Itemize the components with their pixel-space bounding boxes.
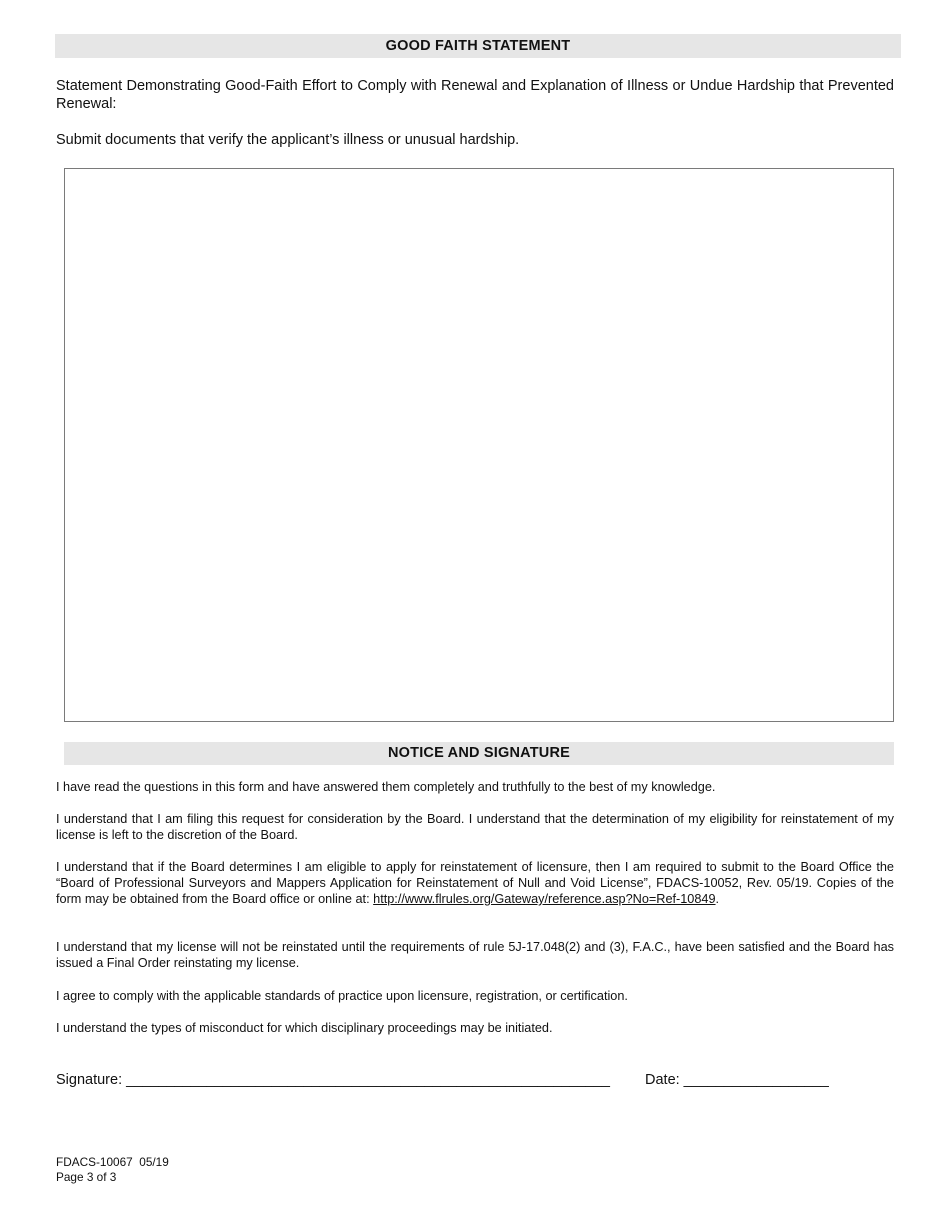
notice-and-signature-heading: NOTICE AND SIGNATURE: [64, 742, 894, 765]
date-field[interactable]: Date: __________________: [645, 1072, 829, 1088]
notice-paragraph-reinstatement-application: [56, 859, 894, 907]
flrules-reference-link[interactable]: http://www.flrules.org/Gateway/reference.asp?No=Ref-10849: [373, 892, 716, 906]
notice-paragraph-final-order: I understand that my license will not be reinstated until the requirements of rule 5J-17.048(2) and (3), F.A.C., have been satisfied and the Board has issued a Final Order reinstating my license.: [56, 940, 894, 970]
page-number: Page 3 of 3: [56, 1170, 117, 1184]
document-instructions: Submit documents that verify the applicant’s illness or unusual hardship.: [56, 132, 520, 148]
statement-text-box[interactable]: [64, 168, 894, 722]
notice-paragraph-misconduct: I understand the types of misconduct for which disciplinary proceedings may be initiated.: [56, 1021, 553, 1035]
notice-paragraph-truthfulness: I have read the questions in this form and have answered them completely and truthfully to the best of my knowledge.: [56, 780, 716, 794]
notice-paragraph-standards: I agree to comply with the applicable standards of practice upon licensure, registration, or certification.: [56, 989, 628, 1003]
notice-paragraph-reinstatement-text: I understand that if the Board determines I am eligible to apply for reinstatement of licensure, then I am required to submit to the Board Office the “Board of Professional Surveyors and Mappers Application for Reinstatement of Null and Void License”, FDACS-10052, Rev. 05/19. Copies of the form may be obtained from the Board office or online at:: [56, 860, 894, 906]
notice-paragraph-period: .: [715, 892, 720, 906]
form-number: FDACS-10067 05/19: [56, 1155, 169, 1169]
signature-field[interactable]: Signature: ____________________________________________________________: [56, 1072, 610, 1088]
notice-paragraph-board-discretion: I understand that I am filing this request for consideration by the Board. I understand that the determination of my eligibility for reinstatement of my license is left to the discretion of the Board.: [56, 812, 894, 842]
statement-instructions: Statement Demonstrating Good-Faith Effort to Comply with Renewal and Explanation of Illness or Undue Hardship that Prevented Renewal:: [56, 78, 894, 112]
good-faith-statement-heading: GOOD FAITH STATEMENT: [55, 34, 901, 58]
